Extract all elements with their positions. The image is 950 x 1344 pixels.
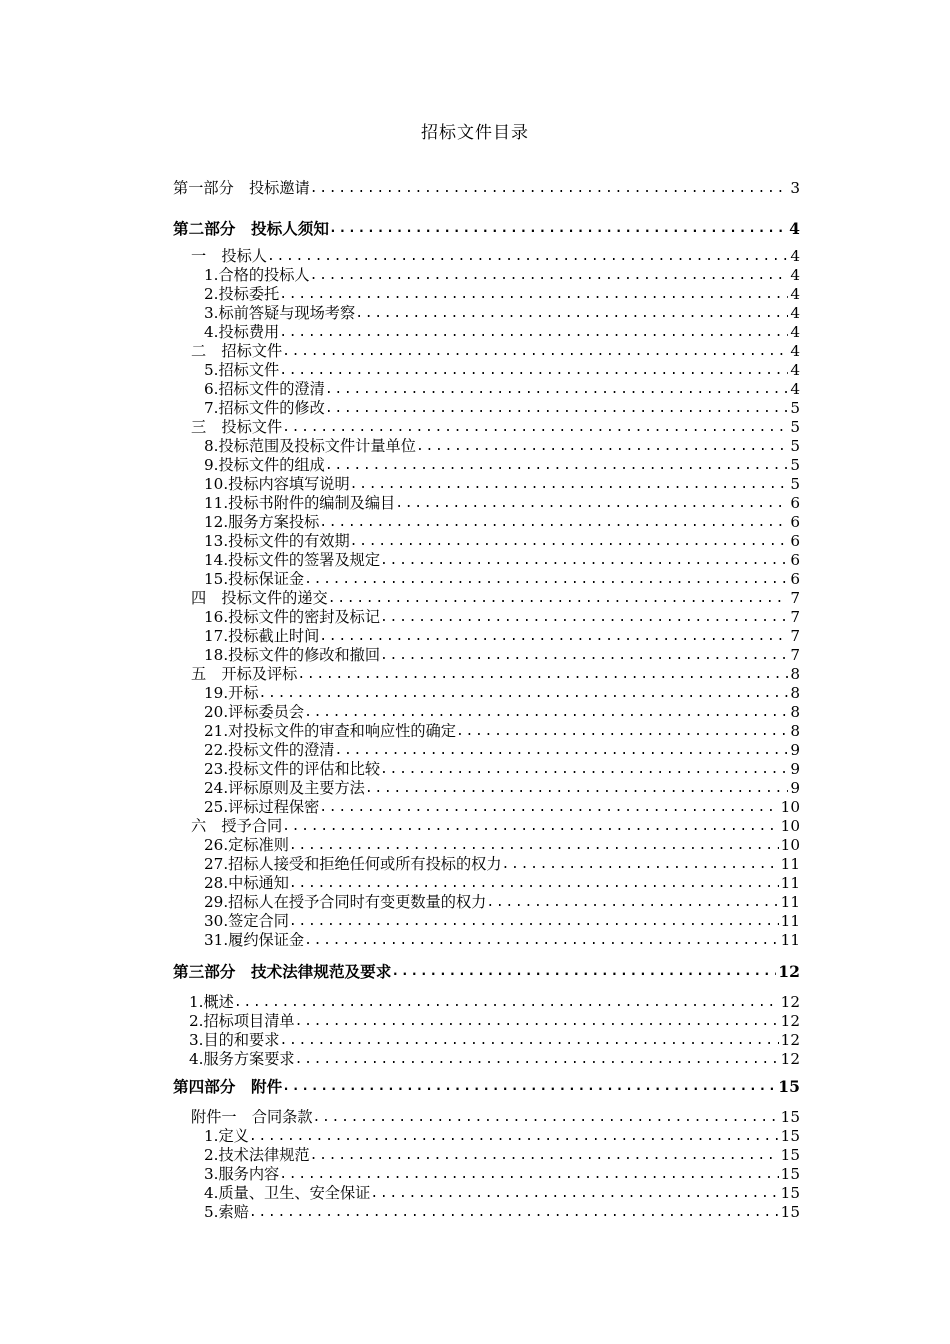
toc-dot-leader xyxy=(319,513,788,532)
toc-entry-label: 22.投标文件的澄清 xyxy=(204,741,335,759)
toc-entry-page-number: 6 xyxy=(790,494,800,512)
toc-entry xyxy=(0,892,950,912)
toc-dot-leader xyxy=(380,760,788,779)
toc-entry xyxy=(0,683,950,703)
toc-entry-label: 13.投标文件的有效期 xyxy=(204,532,350,550)
toc-entry xyxy=(0,854,950,874)
toc-entry-label: 五 开标及评标 xyxy=(191,665,298,683)
toc-entry-label: 5.招标文件 xyxy=(204,361,280,379)
toc-entry xyxy=(0,797,950,817)
toc-dot-leader xyxy=(310,179,789,198)
toc-dot-leader xyxy=(279,1031,778,1050)
toc-entry-label: 一 投标人 xyxy=(191,247,267,265)
toc-entry-page-number: 7 xyxy=(790,646,800,664)
toc-entry-label: 1.定义 xyxy=(204,1127,249,1145)
toc-entry-page-number: 8 xyxy=(790,684,800,702)
toc-entry xyxy=(0,218,950,238)
toc-entry-page-number: 15 xyxy=(780,1108,800,1126)
toc-dot-leader xyxy=(304,703,788,722)
toc-entry-page-number: 7 xyxy=(790,608,800,626)
toc-entry-label: 4.质量、卫生、安全保证 xyxy=(204,1184,371,1202)
toc-entry-label: 9.投标文件的组成 xyxy=(204,456,325,474)
toc-entry-label: 23.投标文件的评估和比较 xyxy=(204,760,381,778)
toc-entry xyxy=(0,360,950,380)
toc-entry xyxy=(0,645,950,665)
toc-entry-label: 附件一 合同条款 xyxy=(191,1108,313,1126)
toc-entry-label: 4.服务方案要求 xyxy=(189,1050,295,1068)
toc-entry-page-number: 4 xyxy=(790,304,800,322)
toc-entry-label: 第一部分 投标邀请 xyxy=(173,179,310,197)
toc-dot-leader xyxy=(319,627,788,646)
toc-entry-page-number: 5 xyxy=(790,456,800,474)
toc-dot-leader xyxy=(380,646,788,665)
toc-dot-leader xyxy=(391,962,776,981)
toc-entry-label: 第二部分 投标人须知 xyxy=(173,219,329,238)
toc-entry-page-number: 15 xyxy=(780,1146,800,1164)
toc-entry-page-number: 5 xyxy=(790,437,800,455)
toc-dot-leader xyxy=(279,361,788,380)
toc-entry-label: 六 授予合同 xyxy=(191,817,283,835)
toc-dot-leader xyxy=(279,285,788,304)
toc-dot-leader xyxy=(249,1203,779,1222)
toc-entry xyxy=(0,303,950,323)
toc-entry-label: 1.概述 xyxy=(189,993,234,1011)
toc-entry xyxy=(0,284,950,304)
toc-dot-leader xyxy=(380,608,788,627)
toc-entry-page-number: 4 xyxy=(790,247,800,265)
toc-dot-leader xyxy=(355,304,788,323)
toc-entry-page-number: 3 xyxy=(790,179,800,197)
toc-entry-page-number: 15 xyxy=(780,1184,800,1202)
toc-entry-page-number: 9 xyxy=(790,779,800,797)
toc-dot-leader xyxy=(329,219,787,238)
toc-entry xyxy=(0,1107,950,1127)
toc-entry xyxy=(0,1183,950,1203)
toc-entry xyxy=(0,816,950,836)
toc-entry xyxy=(0,436,950,456)
toc-entry xyxy=(0,569,950,589)
toc-entry xyxy=(0,531,950,551)
toc-dot-leader xyxy=(416,437,788,456)
toc-dot-leader xyxy=(289,836,779,855)
toc-entry-page-number: 15 xyxy=(780,1165,800,1183)
toc-entry-label: 15.投标保证金 xyxy=(204,570,305,588)
toc-entry-page-number: 5 xyxy=(790,475,800,493)
toc-entry-page-number: 4 xyxy=(789,219,800,238)
toc-entry-label: 3.目的和要求 xyxy=(189,1031,280,1049)
toc-entry xyxy=(0,1126,950,1146)
toc-entry-page-number: 6 xyxy=(790,532,800,550)
toc-entry xyxy=(0,930,950,950)
toc-entry-page-number: 4 xyxy=(790,323,800,341)
toc-dot-leader xyxy=(486,893,778,912)
toc-dot-leader xyxy=(249,1127,779,1146)
toc-entry xyxy=(0,873,950,893)
toc-entry xyxy=(0,588,950,608)
toc-entry-label: 26.定标准则 xyxy=(204,836,289,854)
toc-dot-leader xyxy=(456,722,788,741)
toc-dot-leader xyxy=(334,741,788,760)
toc-entry-page-number: 8 xyxy=(790,665,800,683)
toc-entry xyxy=(0,664,950,684)
toc-entry xyxy=(0,759,950,779)
toc-dot-leader xyxy=(325,399,789,418)
toc-entry-page-number: 12 xyxy=(780,993,800,1011)
toc-dot-leader xyxy=(295,1012,779,1031)
toc-entry-page-number: 4 xyxy=(790,266,800,284)
toc-entry-label: 四 投标文件的递交 xyxy=(191,589,328,607)
toc-dot-leader xyxy=(282,1077,776,1096)
toc-entry-label: 12.服务方案投标 xyxy=(204,513,320,531)
toc-entry-page-number: 12 xyxy=(780,1050,800,1068)
toc-entry xyxy=(0,1011,950,1031)
toc-dot-leader xyxy=(325,456,789,475)
toc-entry-page-number: 11 xyxy=(780,912,800,930)
toc-entry-page-number: 15 xyxy=(778,1077,800,1096)
toc-entry-page-number: 12 xyxy=(780,1031,800,1049)
toc-entry xyxy=(0,721,950,741)
toc-entry-label: 31.履约保证金 xyxy=(204,931,305,949)
toc-dot-leader xyxy=(325,380,789,399)
toc-entry-label: 1.合格的投标人 xyxy=(204,266,310,284)
toc-dot-leader xyxy=(350,475,789,494)
toc-dot-leader xyxy=(234,993,779,1012)
toc-dot-leader xyxy=(282,342,788,361)
toc-entry-label: 第三部分 技术法律规范及要求 xyxy=(173,962,392,981)
toc-entry-page-number: 5 xyxy=(790,418,800,436)
toc-entry xyxy=(0,778,950,798)
toc-entry xyxy=(0,417,950,437)
toc-dot-leader xyxy=(319,798,778,817)
toc-entry xyxy=(0,474,950,494)
toc-dot-leader xyxy=(304,570,788,589)
toc-entry xyxy=(0,455,950,475)
toc-entry-label: 19.开标 xyxy=(204,684,259,702)
toc-entry-page-number: 4 xyxy=(790,380,800,398)
toc-entry-label: 2.招标项目清单 xyxy=(189,1012,295,1030)
toc-entry-label: 3.服务内容 xyxy=(204,1165,280,1183)
toc-entry-page-number: 15 xyxy=(780,1127,800,1145)
toc-entry xyxy=(0,626,950,646)
toc-entry-page-number: 10 xyxy=(780,798,800,816)
toc-entry xyxy=(0,992,950,1012)
toc-entry-page-number: 12 xyxy=(778,962,800,981)
toc-entry-page-number: 4 xyxy=(790,342,800,360)
toc-entry-page-number: 10 xyxy=(780,836,800,854)
toc-entry-label: 27.招标人接受和拒绝任何或所有投标的权力 xyxy=(204,855,502,873)
toc-entry-page-number: 11 xyxy=(780,874,800,892)
toc-entry-label: 11.投标书附件的编制及编目 xyxy=(204,494,396,512)
toc-dot-leader xyxy=(395,494,788,513)
toc-entry xyxy=(0,1076,950,1096)
toc-entry-page-number: 15 xyxy=(780,1203,800,1221)
toc-entry xyxy=(0,961,950,981)
toc-dot-leader xyxy=(279,323,788,342)
toc-dot-leader xyxy=(328,589,789,608)
toc-entry-label: 8.投标范围及投标文件计量单位 xyxy=(204,437,416,455)
toc-dot-leader xyxy=(350,532,789,551)
toc-entry-label: 20.评标委员会 xyxy=(204,703,305,721)
toc-entry xyxy=(0,493,950,513)
toc-dot-leader xyxy=(313,1108,779,1127)
toc-entry-label: 14.投标文件的签署及规定 xyxy=(204,551,381,569)
toc-entry-label: 第四部分 附件 xyxy=(173,1077,283,1096)
toc-dot-leader xyxy=(295,1050,779,1069)
toc-entry-label: 16.投标文件的密封及标记 xyxy=(204,608,381,626)
toc-entry-page-number: 11 xyxy=(780,855,800,873)
toc-title: 招标文件目录 xyxy=(421,123,529,143)
toc-entry xyxy=(0,512,950,532)
toc-entry-page-number: 7 xyxy=(790,627,800,645)
toc-dot-leader xyxy=(370,1184,778,1203)
toc-entry xyxy=(0,1202,950,1222)
toc-entry-page-number: 6 xyxy=(790,513,800,531)
toc-entry-page-number: 9 xyxy=(790,760,800,778)
toc-entry-label: 6.招标文件的澄清 xyxy=(204,380,325,398)
toc-entry-page-number: 6 xyxy=(790,570,800,588)
toc-entry xyxy=(0,1145,950,1165)
toc-entry-label: 3.标前答疑与现场考察 xyxy=(204,304,356,322)
toc-dot-leader xyxy=(365,779,788,798)
toc-entry xyxy=(0,550,950,570)
toc-dot-leader xyxy=(310,266,789,285)
toc-entry-label: 29.招标人在授予合同时有变更数量的权力 xyxy=(204,893,487,911)
toc-dot-leader xyxy=(259,684,789,703)
toc-entry-page-number: 5 xyxy=(790,399,800,417)
toc-entry xyxy=(0,1049,950,1069)
toc-entry xyxy=(0,379,950,399)
toc-entry-label: 17.投标截止时间 xyxy=(204,627,320,645)
toc-entry-page-number: 8 xyxy=(790,722,800,740)
toc-entry xyxy=(0,911,950,931)
toc-entry xyxy=(0,398,950,418)
toc-entry-label: 4.投标费用 xyxy=(204,323,280,341)
toc-dot-leader xyxy=(310,1146,779,1165)
toc-dot-leader xyxy=(279,1165,778,1184)
toc-dot-leader xyxy=(289,912,779,931)
toc-entry-label: 2.投标委托 xyxy=(204,285,280,303)
toc-entry-label: 5.索赔 xyxy=(204,1203,249,1221)
toc-entry xyxy=(0,246,950,266)
toc-entry-page-number: 10 xyxy=(780,817,800,835)
toc-entry-label: 30.签定合同 xyxy=(204,912,289,930)
toc-entry-page-number: 7 xyxy=(790,589,800,607)
toc-entry xyxy=(0,702,950,722)
toc-entry-label: 25.评标过程保密 xyxy=(204,798,320,816)
toc-entry-page-number: 11 xyxy=(780,931,800,949)
toc-entry xyxy=(0,607,950,627)
toc-entry-page-number: 12 xyxy=(780,1012,800,1030)
toc-dot-leader xyxy=(380,551,788,570)
toc-entry-label: 三 投标文件 xyxy=(191,418,283,436)
toc-entry xyxy=(0,740,950,760)
toc-entry xyxy=(0,341,950,361)
toc-entry-page-number: 9 xyxy=(790,741,800,759)
toc-entry-page-number: 4 xyxy=(790,285,800,303)
toc-dot-leader xyxy=(267,247,788,266)
toc-dot-leader xyxy=(304,931,779,950)
toc-entry-label: 10.投标内容填写说明 xyxy=(204,475,350,493)
toc-entry-page-number: 4 xyxy=(790,361,800,379)
toc-entry-label: 二 招标文件 xyxy=(191,342,283,360)
toc-entry xyxy=(0,178,950,198)
toc-entry xyxy=(0,835,950,855)
toc-entry xyxy=(0,1030,950,1050)
toc-entry-page-number: 8 xyxy=(790,703,800,721)
toc-entry xyxy=(0,1164,950,1184)
toc-entry-page-number: 11 xyxy=(780,893,800,911)
toc-entry-label: 7.招标文件的修改 xyxy=(204,399,325,417)
toc-dot-leader xyxy=(289,874,779,893)
toc-entry xyxy=(0,322,950,342)
toc-dot-leader xyxy=(282,418,788,437)
toc-entry-label: 24.评标原则及主要方法 xyxy=(204,779,365,797)
toc-dot-leader xyxy=(297,665,788,684)
toc-entry xyxy=(0,265,950,285)
toc-dot-leader xyxy=(282,817,779,836)
toc-entry-label: 28.中标通知 xyxy=(204,874,289,892)
toc-entry-label: 2.技术法律规范 xyxy=(204,1146,310,1164)
toc-entry-page-number: 6 xyxy=(790,551,800,569)
toc-entry-label: 18.投标文件的修改和撤回 xyxy=(204,646,381,664)
toc-entry-label: 21.对投标文件的审查和响应性的确定 xyxy=(204,722,456,740)
toc-dot-leader xyxy=(502,855,779,874)
